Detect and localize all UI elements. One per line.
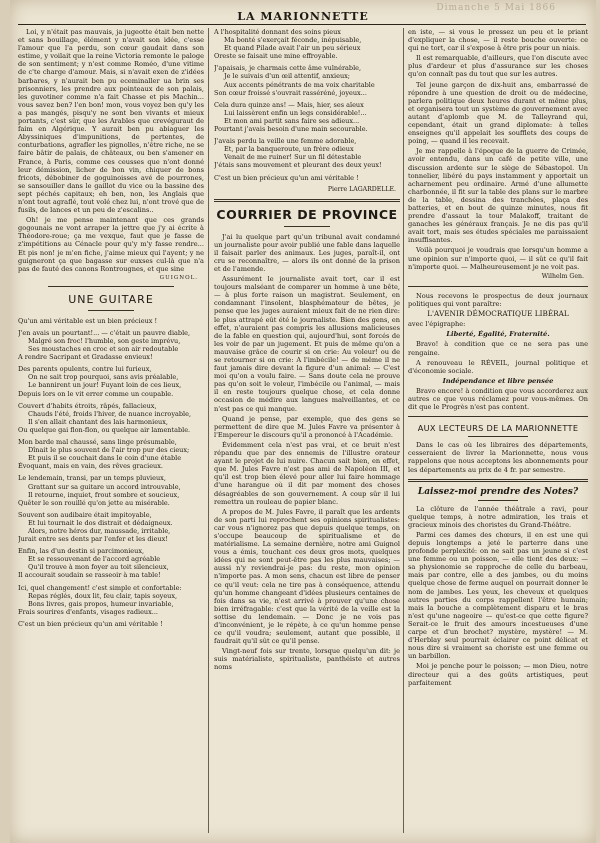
- stanza: [18, 584, 204, 616]
- newspaper-page: [10, 0, 596, 843]
- verse-line: Ma bonté s'exerçait féconde, inépuisable,: [224, 36, 362, 45]
- article-paragraph: Voilà pourquoi je voudrais que lorsqu'un homme a une opinion sur n'importe quoi, — il sût ce qu'il fait n'importe quoi. — Malheureusement je ne voit pas.: [408, 246, 588, 271]
- stanza: [18, 474, 204, 506]
- divider: [478, 500, 518, 501]
- stanza: [18, 402, 204, 434]
- bleed-through-header: Dimanche 5 Mai 1866: [436, 3, 556, 13]
- article-paragraph: Quand je pense, par exemple, que des gens se permettent de dire que M. Jules Favre va présenter à l'Empereur le discours qu'il a prononcé à l'Académie.: [214, 414, 400, 439]
- verse-line: Qu'il trouve à mon foyer au toit silencieux,: [28, 563, 169, 572]
- verse-line: C'est un bien précieux qu'un ami véritable !: [18, 619, 163, 628]
- article-paragraph: Assurément le journaliste avait tort, car il est toujours malséant de comparer un homme à une bête, — à plus forte raison un magistrat. Seulement, en condamnant l'insolent, blasphémateur de bêtes, je pense que les juges auraient mieux fait de ne rien dire: le plus attrapé eût été le journaliste. Bien des gens, en effet, n'auraient pas compris les allusions malicieuses de la fable en question qui, aujourd'hui, sont forcés de les voir de par un jugement. Et puis de même qu'on a mauvaise grâce de courir si on crie: Au voleur! ou de se retourner si on crie: A l'imbécile! — de même il ne faut jamais dire devant la figure d'un animal: — C'est moi qu'on a voulu faire. — Sans doute cela ne prouve pas qu'on soit le voleur, l'imbécile ou l'animal, — mais il en reste toujours quelque chose, et cela donne occasion de médire aux langues malveillantes, et ce n'est pas ce qui manque.: [214, 275, 400, 413]
- masthead: LA MARIONNETTE: [237, 10, 369, 23]
- verse-line: Repas réglés, doux lit, feu clair, tapis soyeux,: [28, 591, 178, 600]
- avenir-motto: Liberté, Égalité, Fraternité.: [446, 330, 550, 339]
- stanza: [214, 64, 400, 96]
- verse-line: Il retourne, inquiet, frout sombre et soucieux,: [28, 490, 180, 499]
- divider: [408, 416, 588, 417]
- article-paragraph: La clôture de l'année théâtrale a ravi, pour quelque temps, à notre admiration, les trais et gracieux minois des choristes du Grand-Théâtre.: [408, 504, 588, 529]
- column-rule-1: [208, 28, 209, 833]
- divider: [48, 286, 174, 287]
- verse-line: Le bannirent un jour! Fuyant loin de ces lieux,: [28, 381, 182, 390]
- article-paragraph: Loi, y n'était pas mauvais, ja jugeotte était ben nette et sans bouillage, élément y n'avait son idée, c'esse l'amour que l'a perdu, son cœur gaudait dans son estime, y voilait que la reine Victoria remonte le paloge de son sentiment; y n'est comme Roméo, d'une vitime de c'te charge d'amour. Mais, si n'avait exen de z'idées barbares, y n'aurait ben pu eceminaller ua brin ses prisonniers, les prendre aux pointeaux de son palais, les guvotiner comme n'a fait Chasse et pis Machin... vous savez ben? l'en bon! mon, vous voyez ben qu'y les a pas mangés, pisqu'y ne sont ben vivants et mieux portants, c'est sûr, que les Arables que crevéguraut de faim en Algérique. Y aurait ben pu abiaguer les Abyssiniques d'impunitions, de pertentes, de conturbations, agrafler les pignolles, n'être riche, ne se faire bâtir de palais, de châteaux, ou ben s'amener en France, à Paris, comme ces ceusses que n'ont donné leur démission, licher de bon vin, chiquer de bons fricots, débobiner de goguinoisses avé de pourrones, se sansouiller dans le gaillot du vice ou la bassine des sept péchés capitaux; eh ben, non, les Anglais que n'ont tout agraflé, tout volé chez lui, n'ont trové que de fusils, de lances et un peu de z'escalins..: [18, 28, 204, 215]
- article-paragraph: Moi je penche pour le poisson; — mon Dieu, notre directeur qui a des goûts artistiques, peut parfaitement: [408, 662, 588, 687]
- verse-line: Oreste se faisait une mine effroyable.: [214, 52, 338, 61]
- divider: [408, 479, 588, 482]
- verse-line: Pourtant j'avais besoin d'une main secourable.: [214, 125, 368, 134]
- stanza: [18, 547, 204, 579]
- top-rule: [18, 24, 586, 25]
- article-paragraph: Évidemment cela n'est pas vrai, et ce bruit n'est répandu que par des ennemis de l'illustre orateur ayant le projet de lui nuire. Chacun sait bien, en effet, que M. Jules Favre n'est pas ami de Napoléon III, et qu'il est trop bien élevé pour aller lui faire hommage d'une harangue où il dit par moment des choses désagréables de son gouvernement. A coup sûr il lui remettra un rouleau de papier blanc.: [214, 440, 400, 506]
- stanza: [214, 137, 400, 169]
- verse-line: A l'hospitalité donnant des soins pieux: [214, 28, 341, 36]
- verse-line: Ici, quel changement! c'est simple et confortable:: [18, 583, 182, 592]
- verse-line: Et mon ami partit sans faire ses adieux...: [224, 116, 360, 125]
- verse-line: Il accourait soudain se rasseoir à ma table!: [18, 571, 161, 580]
- verse-line: Il s'en allait chantant des lais harmonieux,: [28, 417, 168, 426]
- verse-line: Chauds l'été, froids l'hiver, de nuance incroyable,: [28, 409, 192, 418]
- column-2: [214, 28, 400, 674]
- avenir-title: L'AVENIR DÉMOCRATIQUE LIBÉRAL: [427, 308, 569, 318]
- section-title-courrier: COURRIER DE PROVINCE: [216, 206, 398, 222]
- article-paragraph: Il est remarquable, d'ailleurs, que l'on discute avec plus d'ardeur et plus d'assurance sur les choses qu'on connaît pas du tout que sur les autres.: [408, 54, 588, 79]
- aux-lecteurs-title: AUX LECTEURS DE LA MARIONNETTE: [417, 423, 579, 434]
- prospectus-intro: Nous recevons le prospectus de deux journaux politiques qui vont paraître:: [408, 291, 588, 308]
- divider: [284, 226, 330, 227]
- verse-line: Ou quelque gai flon-flon, ou quelque air lamentable.: [18, 425, 191, 434]
- poem-une-guitare: [18, 317, 204, 628]
- verse-line: Alors, notre héros dur, maussade, irritable,: [28, 526, 171, 535]
- laissez-moi-title: Laissez-moi prendre des Notes?: [417, 486, 579, 497]
- verse-line: Lui laissèrent enfin un legs considérable!...: [224, 108, 367, 117]
- verse-line: Enfin, las d'un destin si parcimonieux,: [18, 547, 145, 556]
- reveil-text: A renouveau le RÉVEIL, journal politique et d'économie sociale.: [408, 358, 588, 375]
- article-paragraph: J'ai lu quelque part qu'un tribunal avait condamné un journaliste pour avoir publié une fable dans laquelle il faisait parler des animaux. Les juges, paraît-il, ont cru se reconnaître, — alors ils ont donné de la prison et de l'amende.: [214, 232, 400, 273]
- article-paragraph: en iste, — si vous le pressez un peu et le priant d'expliquer la chose, — il reste bouche ouverte: ce qui ne tort, car il s'expose à être pris pour un niais.: [408, 28, 588, 53]
- verse-line: Depuis lors on le vit errer comme un coupable.: [18, 389, 174, 398]
- reveil-bravo: Bravo encore! à condition que vous accorderez aux autres ce que vous réclamez pour vous-mêmes. On dit que le Progrès n'est pas content.: [408, 386, 588, 412]
- aux-lecteurs-text: Dans le cas où les libraires des départements, cesseraient de livrer la Marionnette, nous vous rappelons que nous acceptons les abonnements pour les départements au prix de 4 fr. par semestre.: [408, 441, 588, 474]
- poem-continuation: [214, 28, 400, 182]
- reveil-motto: Indépendance et libre pensée: [442, 376, 554, 385]
- column-3: [408, 28, 588, 689]
- verse-line: Et se ressouvenant de l'accord agréable: [28, 555, 161, 564]
- verse-line: Et, par la banqueroute, un frère odieux: [224, 145, 354, 154]
- article-paragraph: Vingt-neuf fois sur trente, lorsque quelqu'un dit: je suis matérialiste, spiritualiste, panthéiste et autres noms: [214, 647, 400, 672]
- stanza: [214, 101, 400, 133]
- verse-line: Des parents opulents, contre lui furieux,: [18, 365, 152, 374]
- article-paragraph: A propos de M. Jules Favre, il paraît que les ardents de son parti lui reprochent ses opinions spiritualistes: car vous n'ignorez pas que depuis quelque temps, on s'occupe beaucoup de spiritualisme et de matérialisme. La semaine dernière, notre ami Guignol vous a émis, touchant ces deux gros mots, quelques idées qui ne sont peut-être pas les plus mauvaises; — aussi n'y reviendrai-je pas: du reste, mon opinion n'importe pas. A mon sens, chacun est libre de penser ce qu'il veut: cela ne tire pas à conséquence, attendu qu'un homme changeant d'idées plusieurs centaines de fois dans sa vie, n'est arrivé à prouver qu'une chose bien irréfragable: c'est que la vérité de la veille est la sottise du lendemain. — Donc je ne vois pas d'inconvénient, je le répète, à ce qu'un homme pense ce qu'il voudra; seulement, autant que possible, il faudrait qu'il sût ce qu'il pense.: [214, 507, 400, 646]
- article-paragraph: Tel jeune garçon de dix-huit ans, embarrassé de répondre à une question de droit ou de médecine, parlera politique deux heures durant et même plus, et organisera tout un système de gouvernement avec autant d'aplomb que M. de Talleyrand qui, cependant, était un grand diplomate: à telles enseignes qu'il appelait les soufflets des coups de poing, — quand il les recevait.: [408, 80, 588, 146]
- verse-line: Bons livres, gais propos, humeur invariable,: [28, 599, 174, 608]
- verse-line: Qu'un ami véritable est un bien précieux !: [18, 316, 158, 325]
- verse-line: Quêter le son rouillé qu'on jette au misérable.: [18, 498, 170, 507]
- column-rule-2: [403, 28, 404, 833]
- stanza: [18, 317, 204, 325]
- verse-line: Cela dura quinze ans! — Mais, hier, ses aïeux: [214, 100, 364, 109]
- divider: [468, 436, 528, 437]
- divider: [214, 199, 400, 202]
- avenir-epigraph: avec l'épigraphe:: [408, 320, 466, 329]
- signature-lagardelle: Pierre LAGARDELLE.: [327, 185, 396, 193]
- article-paragraph: Parmi ces dames des chœurs, il en est une qui depuis longtemps a jeté le parterre dans une profonde perplexité: on ne sait pas un jeune si c'est une femme ou un poisson, — elle tient des deux: — sa physionomie se rapproche de celle du barbeau, mais par contre, elle a des jambes, ou du moins quelque chose de ferme auquel on pourrait donner le nom de jambes. Les yeux, les cheveux et quelques autres parties du corps rappellent l'être humain; mais la bouche a complètement disparu et le bras n'est qu'une nageoire — qu'est-ce que cette figure? Serait-ce le fruit des amours incestueuses d'une carpe et d'un brochet? mystère, mystère! — M. d'Herblay seul pourrait éclairer ce point délicat et nous dire si vraiment sa choriste est une femme ou un barbillon.: [408, 530, 588, 661]
- verse-line: Le lendemain, transi, par un temps pluvieux,: [18, 474, 166, 483]
- verse-line: J'avais perdu la veille une femme adorable,: [214, 137, 357, 146]
- verse-line: J'étais sans mouvement et pleurant des deux yeux!: [214, 161, 382, 170]
- verse-line: Je le suivais d'un œil attentif, anxieux;: [224, 72, 351, 81]
- verse-line: Couvert d'habits étroits, râpés, fallacieux,: [18, 401, 157, 410]
- divider: [88, 310, 134, 311]
- verse-line: Et lui tournait le dos distrait et dédaigneux.: [28, 518, 173, 527]
- divider: [408, 286, 588, 287]
- verse-line: Grattant sur sa guitare un accord introuvable,: [28, 482, 181, 491]
- verse-line: Frais sourires d'enfants, visages radieux...: [18, 607, 158, 616]
- verse-line: Jurait entre ses dents par l'enfer et les dieux!: [18, 535, 168, 544]
- verse-line: Dînait le plus souvent de l'air trop pur des cieux;: [28, 446, 190, 455]
- verse-line: Son cœur froissé s'ouvrait rasséréné, joyeux...: [214, 88, 367, 97]
- verse-line: J'apaisais, je charmais cette âme vulnérable,: [214, 64, 362, 73]
- stanza: [18, 365, 204, 397]
- verse-line: Venait de me ruiner! Sur un fil détestable: [224, 153, 362, 162]
- verse-line: Mon barde mal chaussé, sans linge présumable,: [18, 438, 177, 447]
- verse-line: Évoquant, mais en vain, des rêves gracieux.: [18, 462, 163, 471]
- verse-line: Et quand Pilade avait l'air un peu sérieux: [224, 44, 361, 53]
- stanza: [18, 438, 204, 470]
- signature-wilhelm: Wilhelm Gen.: [541, 272, 584, 280]
- verse-line: Aux accents pénétrants de ma voix charitable: [224, 80, 375, 89]
- stanza: [18, 511, 204, 543]
- verse-line: Ses moustaches en croc et son air redoutable: [28, 345, 179, 354]
- signature-guignol: GUIGNOL.: [159, 274, 198, 281]
- stanza: [214, 174, 400, 182]
- stanza: [18, 620, 204, 628]
- verse-line: J'en avais un pourtant!... — c'était un pauvre diable,: [18, 328, 191, 337]
- verse-line: A rendre Sacripant et Gradasse envieux!: [18, 353, 153, 362]
- verse-line: Et puis il se couchait dans le coin d'une étable: [28, 454, 182, 463]
- poem-title: UNE GUITARE: [68, 292, 154, 306]
- stanza: [18, 329, 204, 361]
- article-paragraph: Oh! je me pense maintenant que ces grands gogounais ne vont arraper la jettre que j'y ai écrite à Théodore-roue; ça me vexque, faut que je fasse de z'impétitions au Cénacle pour qu'y m'y fasse rendre... Et pis non! je m'en fiche, j'aime mieux qui l'ayent; y ne guigneront ça que bagasse sur euxses cul-là que n'a pas de fauté des canons Rontrougnes, et que sine: [18, 216, 204, 273]
- stanza: [214, 28, 400, 60]
- verse-line: Malgré son froc! l'humble, son geste imprévu,: [28, 337, 181, 345]
- verse-line: Souvent son audibaire était impitoyable,: [18, 510, 152, 519]
- avenir-bravo: Bravo! à condition que ce ne sera pas une rengaine.: [408, 340, 588, 357]
- column-1: [18, 28, 204, 632]
- article-paragraph: Je me rappelle à l'époque de la guerre de Crimée, avoir entendu, dans un café de petite ville, une discussion ardente sur le siège de Sébastopol. Un tonnelier, libéré du pays instamment y apportait un acharnement peu ordinaire. Armé d'une allumette charbonnée, il fit sur la table des plans sur le marbre de la table, dessina des tranchées, plaça des batteries, et en bout de quinze minutes, nous fit prendre d'assaut la tour Malakoff, traitant de ganaches les généraux français. Je ne dis pas qu'il avait tort, mais ses études spéciales me paraissaient insuffisantes.: [408, 147, 588, 245]
- verse-line: On ne sait trop pourquoi, sans avis préalable,: [28, 373, 179, 382]
- verse-line: C'est un bien précieux qu'un ami véritable !: [214, 173, 359, 182]
